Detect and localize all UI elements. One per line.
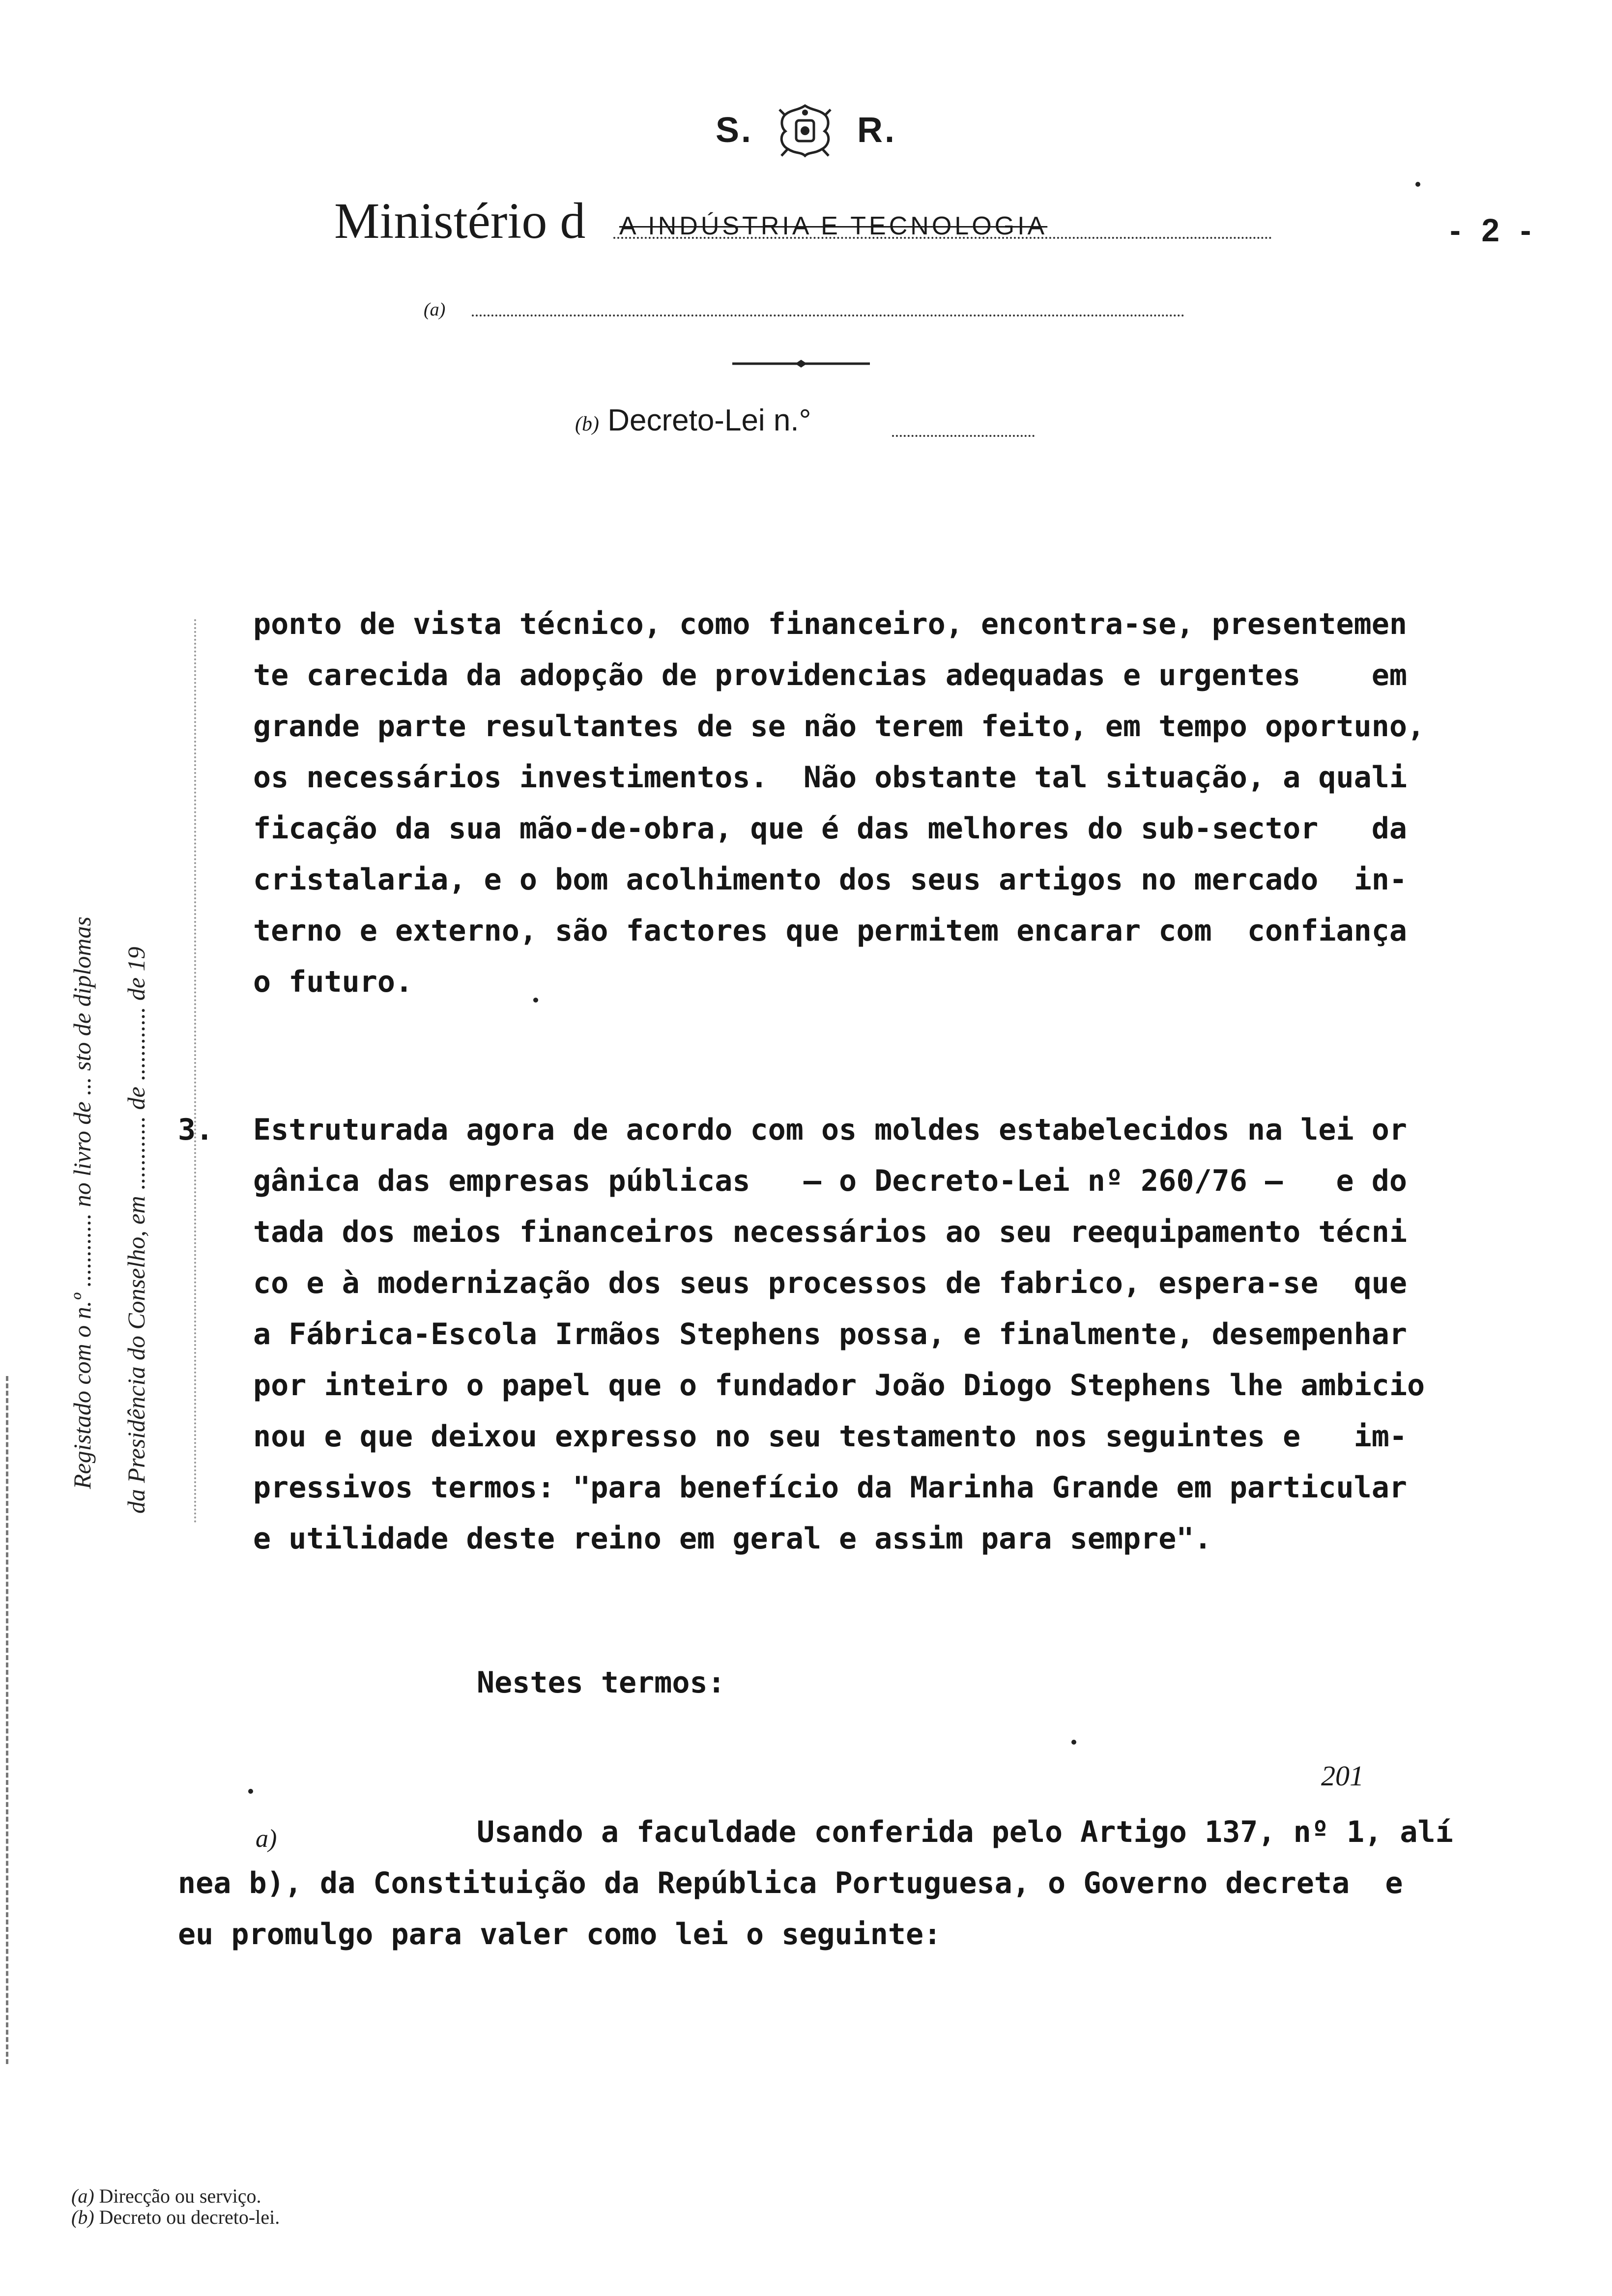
margin-registry-line-2: da Presidência do Conselho, em ............ de ............ de 19 (122, 947, 150, 1514)
paragraph-continued: ponto de vista técnico, como financeiro, encontra-se, presentemen te carecida da adopção de providencias adequadas e urgentes em grande parte resultantes de se não terem feito, em tempo oportuno, os necessários investimentos. Não obstante tal situação, a quali ficação da sua mão-de-obra, que é das melhores do sub-sector da cristalaria, e o bom acolhimento dos seus artigos no mercado in- terno e externo, são factores que permitem encarar com confiança o futuro. (253, 607, 1425, 999)
margin-fold-line (194, 619, 196, 1523)
sr-right: R. (857, 111, 897, 150)
decree-enactment-first-line: Usando a faculdade conferida pelo Artigo 137, nº 1, alí (477, 1815, 1453, 1849)
decree-enactment-rest: nea b), da Constituição da República Portuguesa, o Governo decreta e eu promulgo para valer como lei o seguinte: (178, 1866, 1403, 1952)
state-header (0, 101, 1612, 160)
sr-left: S. (715, 111, 753, 150)
handwritten-marker-a: a) (256, 1825, 277, 1853)
footnote-b (71, 2206, 280, 2229)
footnote-b-text: Decreto ou decreto-lei. (99, 2206, 280, 2228)
decree-b-label: (b) (575, 413, 599, 435)
decree-enactment-paragraph (178, 1807, 1574, 1960)
ministry-title: Ministério d (334, 193, 586, 249)
decree-number-line (892, 435, 1035, 437)
section-3-text: Estruturada agora de acordo com os moldes estabelecidos na lei or gânica das empresas públicas — o Decreto-Lei nº 260/76 — e do tada dos meios financeiros necessários ao seu reequipamento técni co e à modernização dos seus processos de fabrico, espera-se que a Fábrica-Escola Irmãos Stephens possa, e finalmente, desempenhar por inteiro o papel que o fundador João Diogo Stephens lhe ambicio nou e que deixou expresso no seu testamento nos seguintes e im- pressivos termos: "para benefício da Marinha Grande em particular e utilidade deste reino em geral e assim para sempre". (253, 1113, 1425, 1556)
handwritten-annotation: 201 (1321, 1760, 1364, 1792)
divider-ornament-icon (727, 359, 875, 369)
footnote-a-text: Direcção ou serviço. (99, 2185, 261, 2207)
footnote-a-label: (a) (71, 2185, 94, 2207)
decree-label: Decreto-Lei n.° (607, 403, 811, 437)
field-a-line (472, 315, 1184, 316)
section-3-number: 3. (178, 1113, 214, 1147)
footnote-a (71, 2184, 261, 2208)
footnote-b-label: (b) (71, 2206, 94, 2228)
scan-speck (1071, 1740, 1076, 1745)
coat-of-arms-icon (771, 101, 839, 160)
scan-speck (533, 998, 538, 1003)
scan-speck (1415, 182, 1420, 187)
ministry-name: A INDÚSTRIA E TECNOLOGIA (619, 212, 1048, 240)
field-a-label: (a) (424, 299, 446, 320)
page-number: - 2 - (1450, 212, 1537, 248)
margin-registry-line-1: Registado com o n.º ............ no livro de ... sto de diplomas (68, 917, 96, 1489)
nestes-termos: Nestes termos: (477, 1665, 725, 1700)
scan-edge-artifact (6, 1376, 8, 2064)
scan-speck (248, 1789, 253, 1794)
decree-heading (575, 403, 811, 438)
